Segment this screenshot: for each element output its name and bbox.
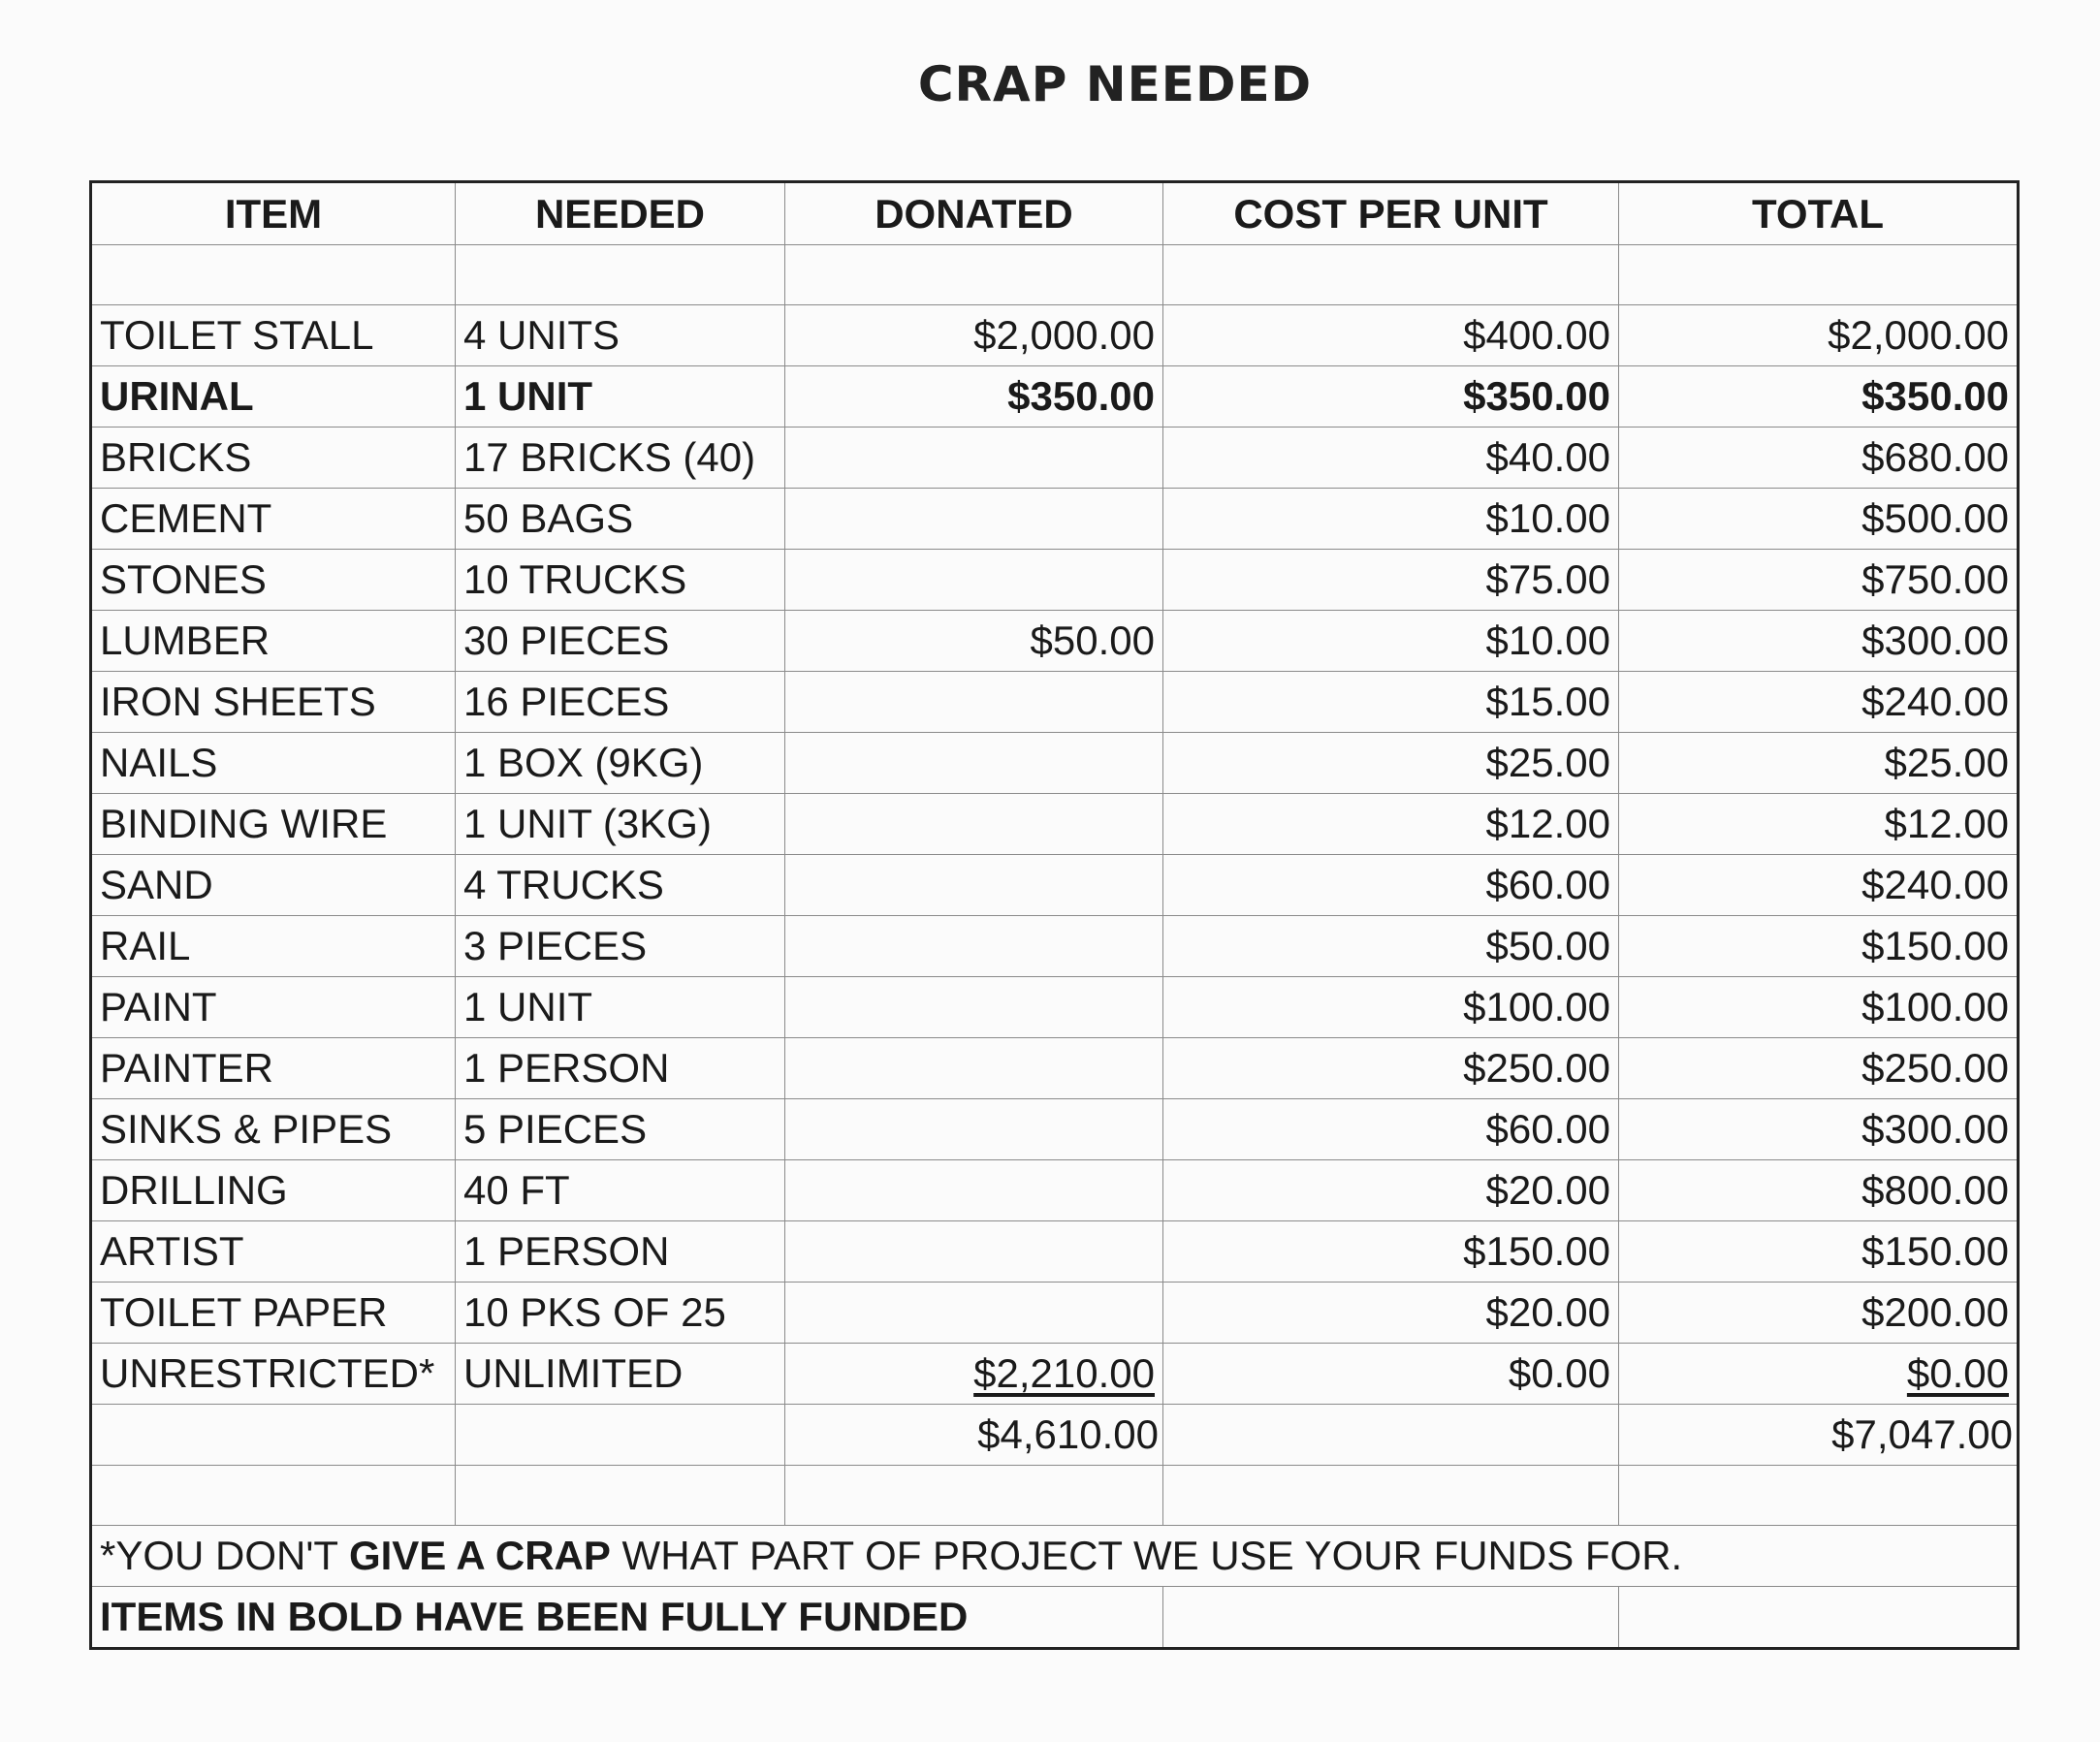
item-cell-value: RAIL: [100, 923, 191, 968]
total-cell: [1619, 611, 2019, 672]
totals-row: [91, 1405, 2019, 1466]
total-cell: [1619, 1221, 2019, 1283]
total-cell-value: $150.00: [1861, 1228, 2009, 1274]
cost-per-unit-cell-value: $60.00: [1485, 862, 1610, 907]
item-cell-value: STONES: [100, 556, 267, 602]
needed-cell: [456, 611, 785, 672]
needed-cell-value: 1 UNIT (3KG): [463, 801, 712, 846]
cost-per-unit-cell-value: $0.00: [1508, 1350, 1610, 1396]
column-header-item: ITEM: [91, 182, 456, 245]
cost-per-unit-cell: [1163, 305, 1619, 366]
donated-sum: $4,610.00: [785, 1405, 1163, 1466]
total-cell-value: $300.00: [1861, 618, 2009, 663]
total-cell-value: $500.00: [1861, 495, 2009, 541]
item-cell-value: DRILLING: [100, 1167, 288, 1213]
table-row: [91, 611, 2019, 672]
donated-cell-value: $2,210.00: [973, 1350, 1155, 1396]
item-cell: [91, 1038, 456, 1099]
needed-cell: [456, 855, 785, 916]
table-row: [91, 489, 2019, 550]
item-cell-value: SINKS & PIPES: [100, 1106, 393, 1152]
needed-cell: [456, 794, 785, 855]
needed-cell: [456, 1160, 785, 1221]
needed-cell-value: UNLIMITED: [463, 1350, 684, 1396]
total-cell: [1619, 855, 2019, 916]
total-cell: [1619, 1038, 2019, 1099]
needed-cell-value: 1 UNIT: [463, 373, 593, 419]
item-cell: [91, 1221, 456, 1283]
footnote-row: [91, 1526, 2019, 1587]
needs-table: [89, 180, 2020, 1650]
cost-per-unit-cell: [1163, 672, 1619, 733]
needed-cell-value: 3 PIECES: [463, 923, 648, 968]
needed-cell-value: 5 PIECES: [463, 1106, 648, 1152]
cost-per-unit-cell: [1163, 1221, 1619, 1283]
total-cell-value: $680.00: [1861, 434, 2009, 480]
cost-per-unit-cell: [1163, 916, 1619, 977]
total-cell: [1619, 1099, 2019, 1160]
donated-cell-value: $50.00: [1030, 618, 1155, 663]
total-cell: [1619, 366, 2019, 428]
table-row: [91, 733, 2019, 794]
table-row: [91, 916, 2019, 977]
cost-per-unit-cell-value: $20.00: [1485, 1167, 1610, 1213]
table-row: [91, 1038, 2019, 1099]
total-cell-value: $2,000.00: [1828, 312, 2009, 358]
needed-cell: [456, 1344, 785, 1405]
cost-per-unit-cell: [1163, 1038, 1619, 1099]
needed-cell: [456, 1099, 785, 1160]
cost-per-unit-cell: [1163, 1099, 1619, 1160]
donated-cell: [785, 977, 1163, 1038]
total-cell: [1619, 977, 2019, 1038]
needed-cell-value: 17 BRICKS (40): [463, 434, 756, 480]
table-row: [91, 1344, 2019, 1405]
needed-cell: [456, 1283, 785, 1344]
item-cell: [91, 1344, 456, 1405]
table-row: [91, 977, 2019, 1038]
table-row: [91, 1221, 2019, 1283]
donated-cell: [785, 611, 1163, 672]
item-cell: [91, 611, 456, 672]
footnote-prefix: *YOU DON'T: [100, 1533, 349, 1578]
total-cell: [1619, 794, 2019, 855]
needed-cell-value: 10 TRUCKS: [463, 556, 687, 602]
cost-per-unit-cell: [1163, 550, 1619, 611]
item-cell-value: IRON SHEETS: [100, 679, 376, 724]
item-cell-value: URINAL: [100, 373, 254, 419]
needed-cell: [456, 366, 785, 428]
total-cell: [1619, 916, 2019, 977]
item-cell-value: LUMBER: [100, 618, 270, 663]
needed-cell-value: 1 BOX (9KG): [463, 740, 704, 785]
footnote: [91, 1526, 2019, 1587]
cost-per-unit-cell: [1163, 428, 1619, 489]
total-cell-value: $200.00: [1861, 1289, 2009, 1335]
item-cell-value: UNRESTRICTED*: [100, 1350, 435, 1396]
donated-cell: [785, 1038, 1163, 1099]
donated-cell: [785, 672, 1163, 733]
cost-per-unit-cell-value: $15.00: [1485, 679, 1610, 724]
total-cell: [1619, 733, 2019, 794]
cost-per-unit-cell-value: $150.00: [1463, 1228, 1610, 1274]
cost-per-unit-cell: [1163, 611, 1619, 672]
item-cell-value: TOILET PAPER: [100, 1289, 388, 1335]
item-cell: [91, 1099, 456, 1160]
item-cell: [91, 305, 456, 366]
needed-cell: [456, 977, 785, 1038]
needed-cell-value: 1 UNIT: [463, 984, 593, 1029]
cost-per-unit-cell-value: $25.00: [1485, 740, 1610, 785]
donated-cell: [785, 1283, 1163, 1344]
donated-cell: [785, 855, 1163, 916]
item-cell-value: PAINT: [100, 984, 217, 1029]
needed-cell: [456, 489, 785, 550]
needed-cell: [456, 550, 785, 611]
total-cell: [1619, 672, 2019, 733]
cost-per-unit-cell: [1163, 855, 1619, 916]
legend-row: [91, 1587, 2019, 1649]
total-cell: [1619, 1283, 2019, 1344]
item-cell: [91, 366, 456, 428]
footnote-emphasis: GIVE A CRAP: [348, 1533, 611, 1578]
total-cell-value: $750.00: [1861, 556, 2009, 602]
item-cell-value: TOILET STALL: [100, 312, 374, 358]
cost-per-unit-cell-value: $10.00: [1485, 495, 1610, 541]
cost-per-unit-cell-value: $250.00: [1463, 1045, 1610, 1091]
total-cell-value: $240.00: [1861, 862, 2009, 907]
cost-per-unit-cell-value: $40.00: [1485, 434, 1610, 480]
table-row: [91, 550, 2019, 611]
donated-cell: [785, 1160, 1163, 1221]
cost-per-unit-cell-value: $20.00: [1485, 1289, 1610, 1335]
donated-cell: [785, 305, 1163, 366]
cost-per-unit-cell: [1163, 733, 1619, 794]
donated-cell: [785, 794, 1163, 855]
table-row: [91, 1160, 2019, 1221]
item-cell: [91, 855, 456, 916]
table-row: [91, 1099, 2019, 1160]
table-row: [91, 794, 2019, 855]
needed-cell-value: 1 PERSON: [463, 1045, 670, 1091]
grand-total: $7,047.00: [1619, 1405, 2019, 1466]
donated-cell: [785, 1099, 1163, 1160]
needed-cell: [456, 305, 785, 366]
cost-per-unit-cell-value: $50.00: [1485, 923, 1610, 968]
needed-cell-value: 4 TRUCKS: [463, 862, 664, 907]
total-cell: [1619, 305, 2019, 366]
cost-per-unit-cell: [1163, 1344, 1619, 1405]
item-cell: [91, 1283, 456, 1344]
total-cell-value: $350.00: [1861, 373, 2009, 419]
item-cell-value: ARTIST: [100, 1228, 244, 1274]
item-cell: [91, 916, 456, 977]
item-cell: [91, 672, 456, 733]
item-cell-value: PAINTER: [100, 1045, 273, 1091]
cost-per-unit-cell: [1163, 366, 1619, 428]
needed-cell: [456, 428, 785, 489]
donated-cell-value: $350.00: [1007, 373, 1155, 419]
item-cell: [91, 1160, 456, 1221]
cost-per-unit-cell: [1163, 977, 1619, 1038]
cost-per-unit-cell-value: $75.00: [1485, 556, 1610, 602]
total-cell-value: $100.00: [1861, 984, 2009, 1029]
donated-cell: [785, 550, 1163, 611]
donated-cell: [785, 916, 1163, 977]
page-title: CRAP NEEDED: [917, 56, 1313, 112]
cost-per-unit-cell-value: $12.00: [1485, 801, 1610, 846]
needed-cell: [456, 916, 785, 977]
donated-cell: [785, 428, 1163, 489]
cost-per-unit-cell: [1163, 1283, 1619, 1344]
needed-cell: [456, 1221, 785, 1283]
table-row: [91, 1283, 2019, 1344]
total-cell-value: $12.00: [1884, 801, 2009, 846]
donated-cell: [785, 733, 1163, 794]
table-row: [91, 366, 2019, 428]
cost-per-unit-cell-value: $100.00: [1463, 984, 1610, 1029]
total-cell: [1619, 1344, 2019, 1405]
column-header-donated: DONATED: [785, 182, 1163, 245]
item-cell: [91, 428, 456, 489]
donated-cell: [785, 489, 1163, 550]
needed-cell-value: 50 BAGS: [463, 495, 634, 541]
table-row: [91, 428, 2019, 489]
donated-cell: [785, 1221, 1163, 1283]
total-cell-value: $250.00: [1861, 1045, 2009, 1091]
total-cell: [1619, 428, 2019, 489]
item-cell-value: NAILS: [100, 740, 218, 785]
blank-row: [91, 1466, 2019, 1526]
cost-per-unit-cell: [1163, 794, 1619, 855]
total-cell: [1619, 550, 2019, 611]
cost-per-unit-cell: [1163, 1160, 1619, 1221]
item-cell: [91, 489, 456, 550]
cost-per-unit-cell-value: $10.00: [1485, 618, 1610, 663]
item-cell: [91, 550, 456, 611]
item-cell: [91, 733, 456, 794]
needed-cell: [456, 733, 785, 794]
total-cell-value: $800.00: [1861, 1167, 2009, 1213]
needed-cell-value: 40 FT: [463, 1167, 570, 1213]
cost-per-unit-cell-value: $350.00: [1463, 373, 1610, 419]
needed-cell-value: 16 PIECES: [463, 679, 670, 724]
item-cell: [91, 977, 456, 1038]
cost-per-unit-cell-value: $60.00: [1485, 1106, 1610, 1152]
header-row: [91, 182, 2019, 245]
total-cell-value: $300.00: [1861, 1106, 2009, 1152]
total-cell-value: $25.00: [1884, 740, 2009, 785]
needed-cell-value: 4 UNITS: [463, 312, 620, 358]
column-header-needed: NEEDED: [456, 182, 785, 245]
needed-cell: [456, 672, 785, 733]
total-cell-value: $150.00: [1861, 923, 2009, 968]
table-row: [91, 305, 2019, 366]
total-cell-value: $240.00: [1861, 679, 2009, 724]
needed-cell-value: 1 PERSON: [463, 1228, 670, 1274]
item-cell-value: SAND: [100, 862, 213, 907]
column-header-total: TOTAL: [1619, 182, 2019, 245]
donated-cell: [785, 366, 1163, 428]
funded-legend: ITEMS IN BOLD HAVE BEEN FULLY FUNDED: [91, 1587, 1163, 1649]
cost-per-unit-cell-value: $400.00: [1463, 312, 1610, 358]
total-cell: [1619, 1160, 2019, 1221]
needed-cell: [456, 1038, 785, 1099]
column-header-cost-per-unit: COST PER UNIT: [1163, 182, 1619, 245]
item-cell: [91, 794, 456, 855]
footnote-suffix: WHAT PART OF PROJECT WE USE YOUR FUNDS FOR.: [610, 1533, 1683, 1578]
donated-cell-value: $2,000.00: [973, 312, 1155, 358]
item-cell-value: BINDING WIRE: [100, 801, 388, 846]
table-row: [91, 672, 2019, 733]
cost-per-unit-cell: [1163, 489, 1619, 550]
total-cell: [1619, 489, 2019, 550]
donated-cell: [785, 1344, 1163, 1405]
total-cell-value: $0.00: [1906, 1350, 2009, 1396]
item-cell-value: BRICKS: [100, 434, 252, 480]
table-row: [91, 855, 2019, 916]
needed-cell-value: 30 PIECES: [463, 618, 670, 663]
item-cell-value: CEMENT: [100, 495, 272, 541]
needed-cell-value: 10 PKS OF 25: [463, 1289, 726, 1335]
blank-row: [91, 245, 2019, 305]
